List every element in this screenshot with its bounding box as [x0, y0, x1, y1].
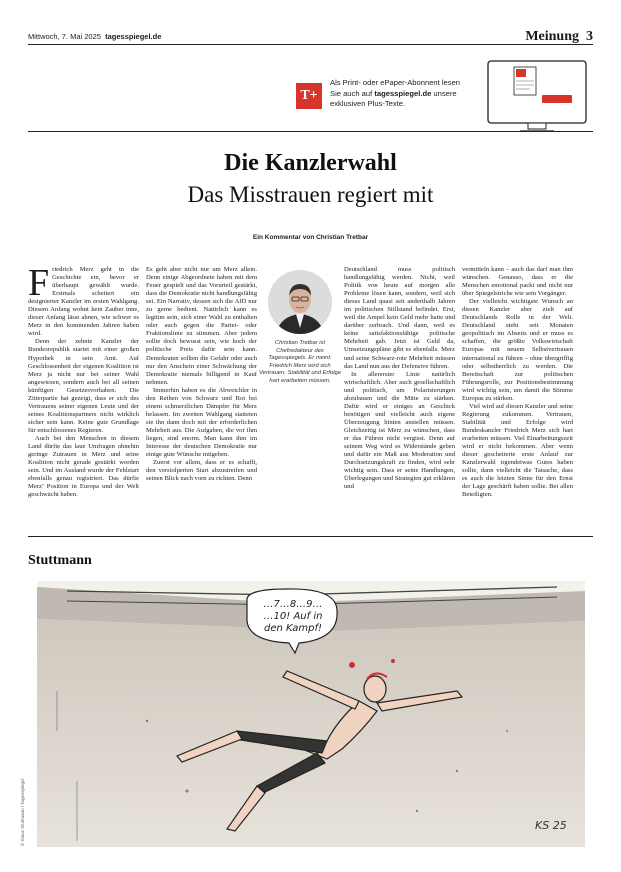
- masthead-rule: [28, 44, 593, 45]
- paragraph: Es geht aber nicht nur um Merz allein. Denn einige Abgeordnete haben mit dem Feuer gespielt und das Vorurteil gestärkt, dass die Demokratie nicht handlungsfähig sei. Ein Narrativ, dessen sich die AfD nur zu gerne bedient. Natürlich kann es legitim sein, sich einer Wahl zu enthalten oder auch gegen die Partei- oder Fraktionslinie zu stimmen. Aber jedem sollte doch bewusst sein, wie hoch der politische Preis dafür sein kann. Demokraten sollten die Gefahr oder auch nur den Anschein einer Schwächung der Demokratie niemals billigend in Kauf nehmen.: [146, 266, 257, 386]
- cartoon-illustration: [37, 581, 585, 847]
- section-name: Meinung: [525, 29, 579, 44]
- promo-site-link[interactable]: tagesspiegel.de: [374, 88, 432, 98]
- paragraph: Zuerst vor allem, dass er es schafft, den verstolperten Start abzustreifen und seinen Blick nach vorn zu richten. Denn: [146, 459, 257, 483]
- paragraph: Der vielleicht wichtigste Wunsch an diesen Kanzler aber zielt auf Deutschlands Rolle in der Welt. Deutschland steht seit Monaten geopolitisch im Abseits und er muss es schaffen, die größte Volkswirtschaft Europas mit neuem Selbstvertrauen international zu führen – ohne übergriffig oder selbstherrlich zu werden. Die Bereitschaft zur politischen Führungsrolle, zur Positionsbestimmung wird wichtig sein, um damit die Stimme Europas zu stärken.: [462, 298, 573, 402]
- speech-line-1: …7…8…9…: [263, 599, 323, 610]
- promo-line-2-pre: Sie auch auf: [330, 88, 375, 98]
- promo-line-1: Als Print- oder ePaper-Abonnent lesen: [330, 78, 461, 87]
- promo-rule: [28, 131, 593, 132]
- speech-line-2: …10! Auf in: [263, 611, 323, 622]
- paragraph: In allererster Linie natürlich wirtschaftlich. Aber auch gesellschaftlich und politisch, um Polarisierungen abzubauen und die Mitte zu stärken. Dafür wird er einiges an Geschick benötigen und vielleicht auch eigene Überzeugung hinten anstellen müssen. Gleichzeitig ist Merz zu wünschen, dass er das Führen nicht vergisst. Denn auf seinem Weg wird es Widerstände geben und dafür ein Maß aus Moderation und Durchsetzungskraft zu finden, wird sehr wichtig sein. Dass er seine Handlungen, Überlegungen und Strategien gut erklären und: [344, 370, 455, 491]
- computer-illustration-icon: [482, 55, 592, 135]
- section-header: [525, 29, 593, 45]
- paragraph: Deutschland muss politisch handlungsfähig werden. Nicht, weil Politik von heute auf morgen alle Probleme lösen kann, sondern, weil sich dieses Land quasi seit anderthalb Jahren im politischen Stillstand befindet. Erst, weil die Ampel kein Geld mehr hatte und darüber zerbrach. Und dann, weil es keine satisfaktionsfähige politische Mehrheit gab. Jetzt ist Geld da, Umsetzungspläne gibt es ebenfalls. Merz und seine Schwarz-rote Mehrheit müssen das Land nun aus der Defensive führen.: [344, 266, 455, 370]
- promo-line-2: [330, 89, 480, 100]
- author-photo: [268, 270, 332, 334]
- paragraph: Auch bei den Menschen in diesem Land dürfte das laue Umfragen ohnehin geringe Zutrauen in Merz und seine Koalition nicht gerade gestärkt worden sein. Und im Ausland wurde der Fehlstart ebenfalls genau registriert. Das dürfte Merz’ Position in Europa und der Welt geschwächt haben.: [28, 434, 139, 499]
- promo-text: [330, 78, 480, 110]
- article-column-3: [344, 266, 455, 526]
- paragraph: Viel wird auf diesen Kanzler und seine Regierung zukommen. Vertrauen, Stabilität und Erfolge wird Bundeskanzler Friedrich Merz sich hart erarbeiten müssen. Viel Einarbeitungszeit wird er nicht bekommen. Aber wenn dieser gescheiterte erste Anlauf zur Kanzlerwahl irgendetwas Gutes haben sollte, dann vielleicht die Tatsache, dass es auch die letzten Sinne für den Ernst der Lage geschärft haben sollte. Bei allen Beteiligten.: [462, 402, 573, 499]
- paragraph: vermitteln kann – auch das darf man ihm wünschen. Genauso, dass er die Menschen emotional packt und nicht nur über Spiegelstriche wie sein Vorgänger.: [462, 266, 573, 298]
- cartoon-signature: KS 25: [535, 819, 567, 832]
- issue-date: Mittwoch, 7. Mai 2025: [28, 32, 101, 41]
- masthead-dateline: [28, 32, 161, 41]
- article-subheadline: Das Misstrauen regiert mit: [187, 182, 434, 207]
- paragraph: Denn der zehnte Kanzler der Bundesrepublik startet mit einer großen Hypothek in sein Amt. Auf Geschlossenheit der eigenen Koalition ist Merz ja nicht nur bei seiner Wahl angewiesen, sondern auch bei all seinen künftigen Gesetzesvorhaben. Die Zitterpartie hat gezeigt, dass er sich des Vertrauens seiner eigenen Leute und der seines Koalitionspartners nicht wirklich sicher sein kann. Keine gute Grundlage für entschlossenes Regieren.: [28, 338, 139, 434]
- promo-line-3: exklusiven Plus-Texte.: [330, 99, 406, 108]
- photo-caption: Christian Tretbar ist Chefredakteur des Tagesspiegels. Er meint: Friedrich Merz wird sich Vertrauen, Stabilität und Erfolge hart erarbeiten müssen.: [259, 340, 341, 384]
- tplus-icon: [296, 83, 322, 109]
- article-headline: Die Kanzlerwahl: [224, 150, 397, 176]
- speech-line-3: den Kampf!: [264, 623, 322, 634]
- promo-line-2-post: unsere: [431, 88, 457, 98]
- paragraph-text: riedrich Merz geht in die Geschichte ein, bevor er überhaupt gewählt wurde. Erstmals scheitert ein designierter Kanzler im ersten Wahlgang. Diesem Anfang wohnt kein Zauber inne, dieser Anfang lässt ahnen, wie schwer es Merz in den kommenden Jahren haben wird.: [28, 266, 139, 338]
- article-column-2: [146, 266, 257, 526]
- article-byline: Ein Kommentar von Christian Tretbar: [252, 234, 369, 241]
- paragraph: [28, 266, 139, 338]
- drop-cap: F: [28, 266, 50, 304]
- speech-bubble: [251, 599, 335, 635]
- tplus-icon-label: T+: [300, 88, 318, 103]
- article-column-1: [28, 266, 139, 526]
- paragraph: Immerhin haben es die Abweichler in den Reihen von Schwarz und Rot bei einem schmerzlichen Dämpfer für Merz belassen. Im zweiten Wahlgang statteten sie ihn dann doch mit der erforderlichen Mehrheit aus. Die Aufgaben, die vor ihm liegen, sind enorm. Man kann ihm im Interesse der deutschen Demokratie nur einige gute Wünsche mitgeben.: [146, 386, 257, 459]
- page-number: 3: [586, 29, 593, 44]
- cartoon-title: Stuttmann: [28, 553, 92, 568]
- site-name: tagesspiegel.de: [105, 32, 162, 41]
- section-rule: [28, 536, 593, 537]
- cartoon-credit: © Klaus Stuttmann / Tagesspiegel: [20, 778, 25, 846]
- article-column-4: [462, 266, 573, 526]
